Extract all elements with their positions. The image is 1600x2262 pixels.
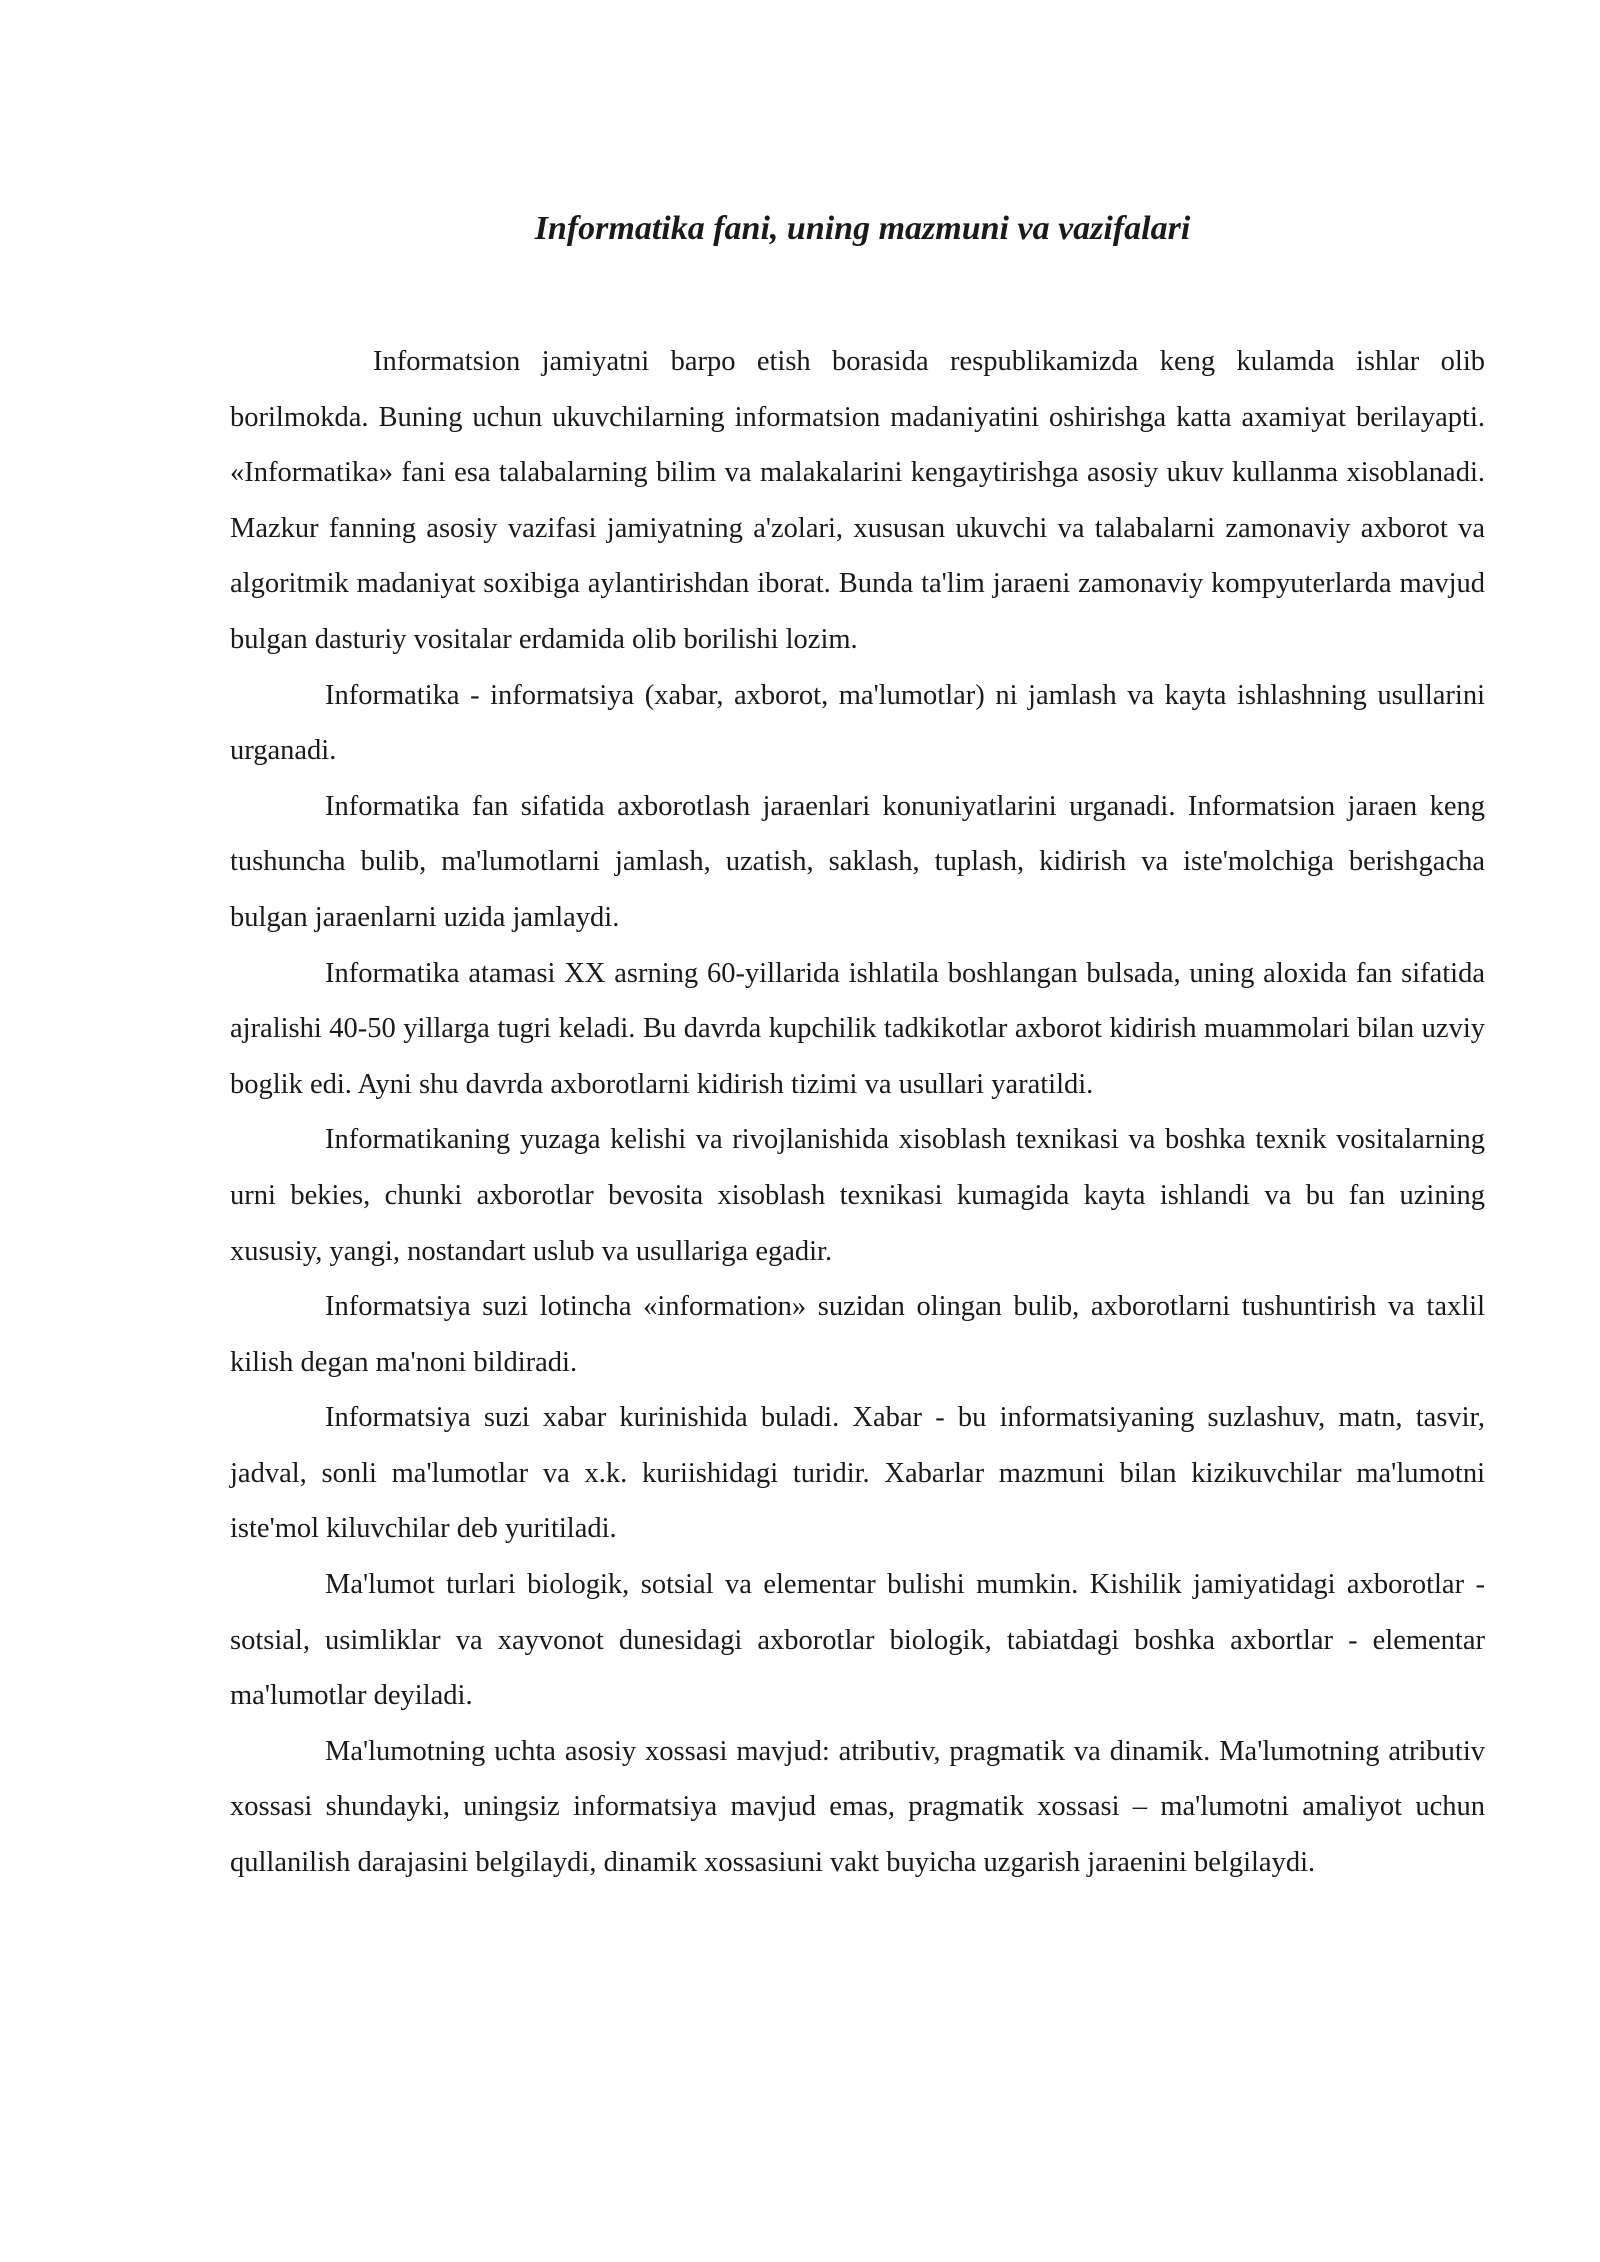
document-title: Informatika fani, uning mazmuni va vazifalari (534, 210, 1191, 247)
paragraph: Informatika - informatsiya (xabar, axborot, ma'lumotlar) ni jamlash va kayta ishlashning usullarini urganadi. (230, 679, 1485, 767)
document-body (230, 334, 1485, 1891)
paragraph: Informatsiya suzi xabar kurinishida buladi. Xabar - bu informatsiyaning suzlashuv, matn, tasvir, jadval, sonli ma'lumotlar va x.k. kuriishidagi turidir. Xabarlar mazmuni bilan kizikuvchilar ma'lumotni iste'mol kiluvchilar deb yuritiladi. (230, 1402, 1485, 1545)
paragraph: Informatikaning yuzaga kelishi va rivojlanishida xisoblash texnikasi va boshka texnik vositalarning urni bekies, chunki axborotlar bevosita xisoblash texnikasi kumagida kayta ishlandi va bu fan uzining xususiy, yangi, nostandart uslub va usullariga egadir. (230, 1124, 1485, 1267)
paragraph: Ma'lumotning uchta asosiy xossasi mavjud: atributiv, pragmatik va dinamik. Ma'lumotning atributiv xossasi shundayki, uningsiz informatsiya mavjud emas, pragmatik xossasi – ma'lumotni amaliyot uchun qullanilish darajasini belgilaydi, dinamik xossasiuni vakt buyicha uzgarish jaraenini belgilaydi. (230, 1735, 1485, 1879)
paragraph: Informatsiya suzi lotincha «information» suzidan olingan bulib, axborotlarni tushuntirish va taxlil kilish degan ma'noni bildiradi. (230, 1291, 1485, 1378)
paragraph: Informatsion jamiyatni barpo etish borasida respublikamizda keng kulamda ishlar olib borilmokda. Buning uchun ukuvchilarning informatsion madaniyatini oshirishga katta axamiyat berilayapti. «Informatika» fani esa talabalarning bilim va malakalarini kengaytirishga asosiy ukuv kullanma xisoblanadi. Mazkur fanning asosiy vazifasi jamiyatning a'zolari, xususan ukuvchi va talabalarni zamonaviy axborot va algoritmik madaniyat soxibiga aylantirishdan iborat. Bunda ta'lim jaraeni zamonaviy kompyuterlarda mavjud bulgan dasturiy vositalar erdamida olib borilishi lozim. (230, 346, 1485, 655)
paragraph: Informatika fan sifatida axborotlash jaraenlari konuniyatlarini urganadi. Informatsion jaraen keng tushuncha bulib, ma'lumotlarni jamlash, uzatish, saklash, tuplash, kidirish va iste'molchiga berishgacha bulgan jaraenlarni uzida jamlaydi. (230, 790, 1485, 933)
paragraph: Informatika atamasi XX asrning 60-yillarida ishlatila boshlangan bulsada, uning aloxida fan sifatida ajralishi 40-50 yillarga tugri keladi. Bu davrda kupchilik tadkikotlar axborot kidirish muammolari bilan uzviy boglik edi. Ayni shu davrda axborotlarni kidirish tizimi va usullari yaratildi. (230, 957, 1485, 1100)
paragraph: Ma'lumot turlari biologik, sotsial va elementar bulishi mumkin. Kishilik jamiyatidagi axborotlar - sotsial, usimliklar va xayvonot dunesidagi axborotlar biologik, tabiatdagi boshka axbortlar - elementar ma'lumotlar deyiladi. (230, 1569, 1485, 1712)
